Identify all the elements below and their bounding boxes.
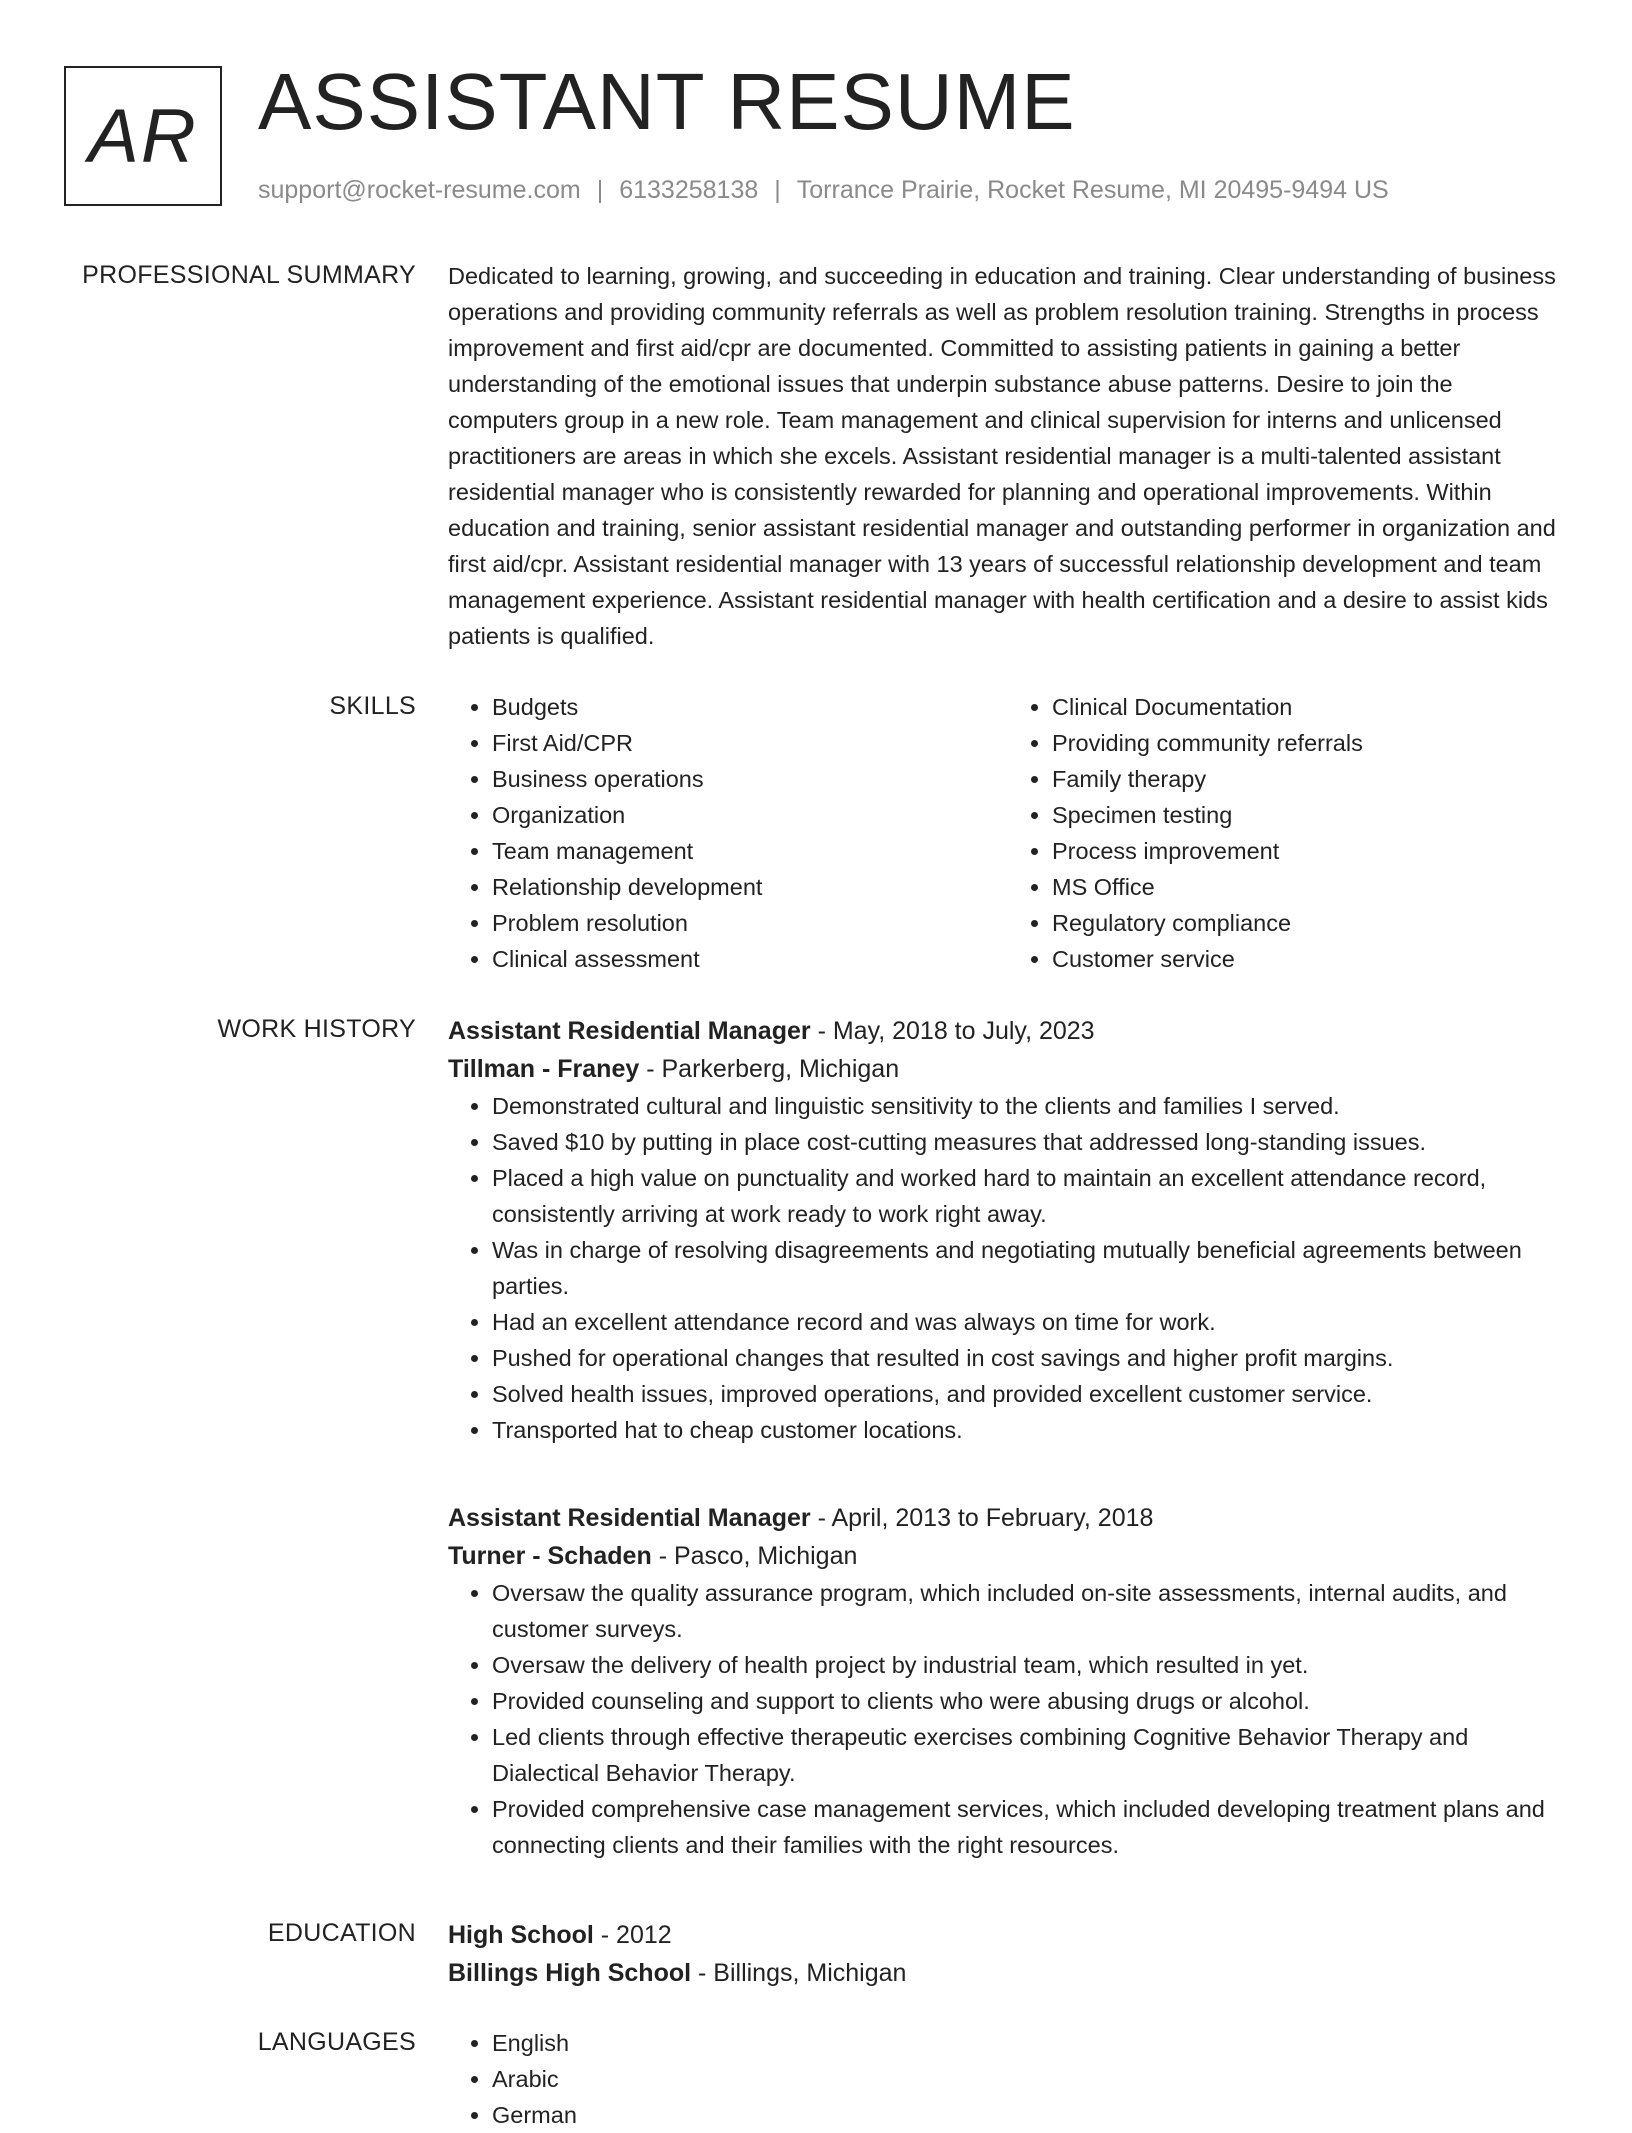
section-label-education: EDUCATION <box>267 1919 416 1947</box>
language-item: • German <box>492 2097 1568 2133</box>
language-item: • English <box>492 2025 1568 2061</box>
job-bullet-list <box>448 1088 1568 1448</box>
skill-item: • Process improvement <box>1052 833 1568 869</box>
skills-list-left <box>448 689 1008 977</box>
section-label-skills: SKILLS <box>329 692 416 720</box>
job-bullet: • Had an excellent attendance record and was always on time for work. <box>492 1304 1568 1340</box>
skill-item: • Problem resolution <box>492 905 1008 941</box>
contact-phone[interactable]: 6133258138 <box>619 176 759 204</box>
job-bullet: • Oversaw the delivery of health project by industrial team, which resulted in yet. <box>492 1647 1568 1683</box>
job-bullet: • Provided counseling and support to clients who were abusing drugs or alcohol. <box>492 1683 1568 1719</box>
job-company-line <box>448 1050 1568 1088</box>
languages-list <box>448 2025 1568 2133</box>
contact-separator: | <box>774 176 781 204</box>
language-item: • Arabic <box>492 2061 1568 2097</box>
skill-item: • Clinical assessment <box>492 941 1008 977</box>
contact-email[interactable]: support@rocket-resume.com <box>258 176 581 204</box>
contact-separator: | <box>596 176 604 204</box>
monogram-logo: AR <box>64 66 222 206</box>
job-dates: - May, 2018 to July, 2023 <box>817 1017 1095 1045</box>
skill-item: • Clinical Documentation <box>1052 689 1568 725</box>
skill-item: • Family therapy <box>1052 761 1568 797</box>
skill-item: • Regulatory compliance <box>1052 905 1568 941</box>
skills-list-right <box>1008 689 1568 977</box>
skills-body <box>448 689 1568 977</box>
job-bullet: • Pushed for operational changes that resulted in cost savings and higher profit margins. <box>492 1340 1568 1376</box>
job-title: Assistant Residential Manager <box>448 1504 811 1532</box>
contact-address: Torrance Prairie, Rocket Resume, MI 20495-9494 US <box>796 176 1389 204</box>
education-school: Billings High School <box>448 1959 692 1987</box>
education-school-line <box>448 1954 1568 1992</box>
skill-item: • Business operations <box>492 761 1008 797</box>
job-entry <box>448 1499 1568 1863</box>
education-degree-line <box>448 1916 1568 1954</box>
job-bullet-list <box>448 1575 1568 1863</box>
education-year: - 2012 <box>600 1921 672 1949</box>
skill-item: • Customer service <box>1052 941 1568 977</box>
education-location: - Billings, Michigan <box>698 1959 907 1987</box>
job-title: Assistant Residential Manager <box>448 1017 811 1045</box>
work-body <box>448 1012 1568 1448</box>
section-label-summary: PROFESSIONAL SUMMARY <box>82 261 416 289</box>
job-bullet: • Oversaw the quality assurance program, which included on-site assessments, internal audits, and customer surveys. <box>492 1575 1568 1647</box>
resume-name: ASSISTANT RESUME <box>258 57 1076 146</box>
job-bullet: • Solved health issues, improved operations, and provided excellent customer service. <box>492 1376 1568 1412</box>
job-bullet: • Was in charge of resolving disagreements and negotiating mutually beneficial agreements between parties. <box>492 1232 1568 1304</box>
skill-item: • MS Office <box>1052 869 1568 905</box>
job-entry <box>448 1012 1568 1448</box>
job-location: - Pasco, Michigan <box>658 1542 858 1570</box>
skill-item: • Specimen testing <box>1052 797 1568 833</box>
work-body-2 <box>448 1499 1568 1863</box>
summary-body <box>448 258 1568 654</box>
job-title-line <box>448 1499 1568 1537</box>
job-title-line <box>448 1012 1568 1050</box>
job-bullet: • Provided comprehensive case management services, which included developing treatment plans and connecting clients and their families with the right resources. <box>492 1791 1568 1863</box>
job-company: Tillman - Franey <box>448 1055 640 1083</box>
job-bullet: • Led clients through effective therapeutic exercises combining Cognitive Behavior Therapy and Dialectical Behavior Therapy. <box>492 1719 1568 1791</box>
section-label-languages: LANGUAGES <box>257 2028 416 2056</box>
job-bullet: • Transported hat to cheap customer locations. <box>492 1412 1568 1448</box>
skill-item: • Providing community referrals <box>1052 725 1568 761</box>
skill-item: • Budgets <box>492 689 1008 725</box>
job-dates: - April, 2013 to February, 2018 <box>817 1504 1154 1532</box>
job-company-line <box>448 1537 1568 1575</box>
education-degree: High School <box>448 1921 594 1949</box>
contact-line <box>258 174 1389 206</box>
section-label-work: WORK HISTORY <box>217 1015 416 1043</box>
skill-item: • First Aid/CPR <box>492 725 1008 761</box>
summary-text: Dedicated to learning, growing, and succeeding in education and training. Clear understanding of business operations and providing community referrals as well as problem resolution training. Strengths in process improvement and first aid/cpr are documented. Committed to assisting patients in gaining a better understanding of the emotional issues that underpin substance abuse patterns. Desire to join the computers group in a new role. Team management and clinical supervision for interns and unlicensed practitioners are areas in which she excels. Assistant residential manager is a multi-talented assistant residential manager who is consistently rewarded for planning and operational improvements. Within education and training, senior assistant residential manager and outstanding performer in organization and first aid/cpr. Assistant residential manager with 13 years of successful relationship development and team management experience. Assistant residential manager with health certification and a desire to assist kids patients is qualified. <box>448 263 1556 649</box>
job-bullet: • Demonstrated cultural and linguistic sensitivity to the clients and families I served. <box>492 1088 1568 1124</box>
job-location: - Parkerberg, Michigan <box>646 1055 900 1083</box>
job-bullet: • Saved $10 by putting in place cost-cutting measures that addressed long-standing issues. <box>492 1124 1568 1160</box>
skill-item: • Relationship development <box>492 869 1008 905</box>
skill-item: • Team management <box>492 833 1008 869</box>
skill-item: • Organization <box>492 797 1008 833</box>
languages-body <box>448 2025 1568 2133</box>
job-company: Turner - Schaden <box>448 1542 652 1570</box>
job-bullet: • Placed a high value on punctuality and worked hard to maintain an excellent attendance record, consistently arriving at work ready to work right away. <box>492 1160 1568 1232</box>
education-body <box>448 1916 1568 1992</box>
